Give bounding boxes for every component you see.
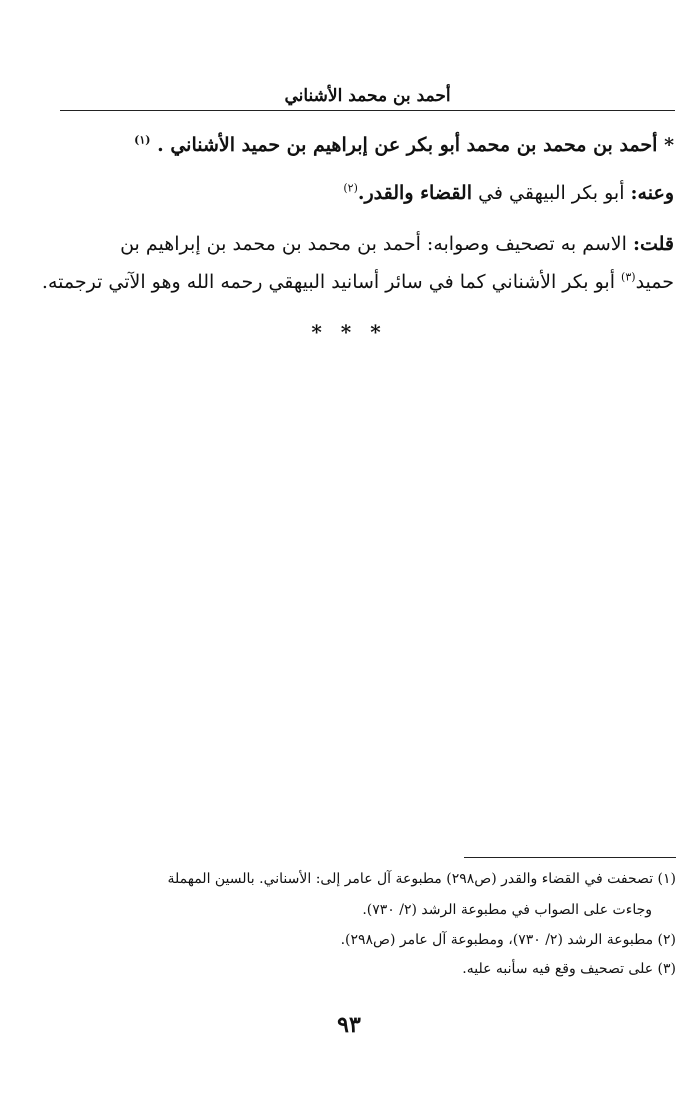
book-title: القضاء والقدر. xyxy=(357,182,473,204)
entry-line-comment-cont xyxy=(42,267,674,297)
entry-line-narrator xyxy=(343,178,674,208)
section-separator: * * * xyxy=(311,320,387,344)
narrator-text: أبو بكر البيهقي في xyxy=(478,182,625,204)
comment-label: قلت: xyxy=(632,233,674,255)
header-rule xyxy=(60,110,675,111)
entry-heading-text: أحمد بن محمد بن محمد أبو بكر عن إبراهيم بن حميد الأشناني . xyxy=(157,134,658,156)
comment-cont-text: أبو بكر الأشناني كما في سائر أسانيد البيهقي رحمه الله وهو الآتي ترجمته. xyxy=(41,271,615,293)
running-header: أحمد بن محمد الأشناني xyxy=(284,86,451,106)
footnote-ref-2[interactable]: (٢) xyxy=(343,181,358,195)
comment-text: الاسم به تصحيف وصوابه: أحمد بن محمد بن محمد بن إبراهيم بن xyxy=(120,233,627,255)
page-number: ٩٣ xyxy=(337,1012,361,1038)
comment-cont-start: حميد xyxy=(635,271,674,293)
narrator-label: وعنه: xyxy=(630,182,674,204)
footnote-ref-3[interactable]: (٣) xyxy=(621,270,636,284)
footnote-rule xyxy=(464,857,676,858)
entry-line-comment xyxy=(120,229,674,259)
footnote-1-line-2: وجاءت على الصواب في مطبوعة الرشد (٢/ ٧٣٠). xyxy=(362,902,652,918)
footnote-3: (٣) على تصحيف وقع فيه سأنبه عليه. xyxy=(462,961,676,977)
footnote-2: (٢) مطبوعة الرشد (٢/ ٧٣٠)، ومطبوعة آل عامر (ص٢٩٨). xyxy=(340,932,676,948)
footnote-1-line-1: (١) تصحفت في القضاء والقدر (ص٢٩٨) مطبوعة آل عامر إلى: الأسناني. بالسين المهملة xyxy=(167,871,676,887)
entry-heading xyxy=(134,130,674,160)
entry-marker: * xyxy=(664,134,674,156)
footnote-ref-1[interactable]: (١) xyxy=(134,133,151,147)
